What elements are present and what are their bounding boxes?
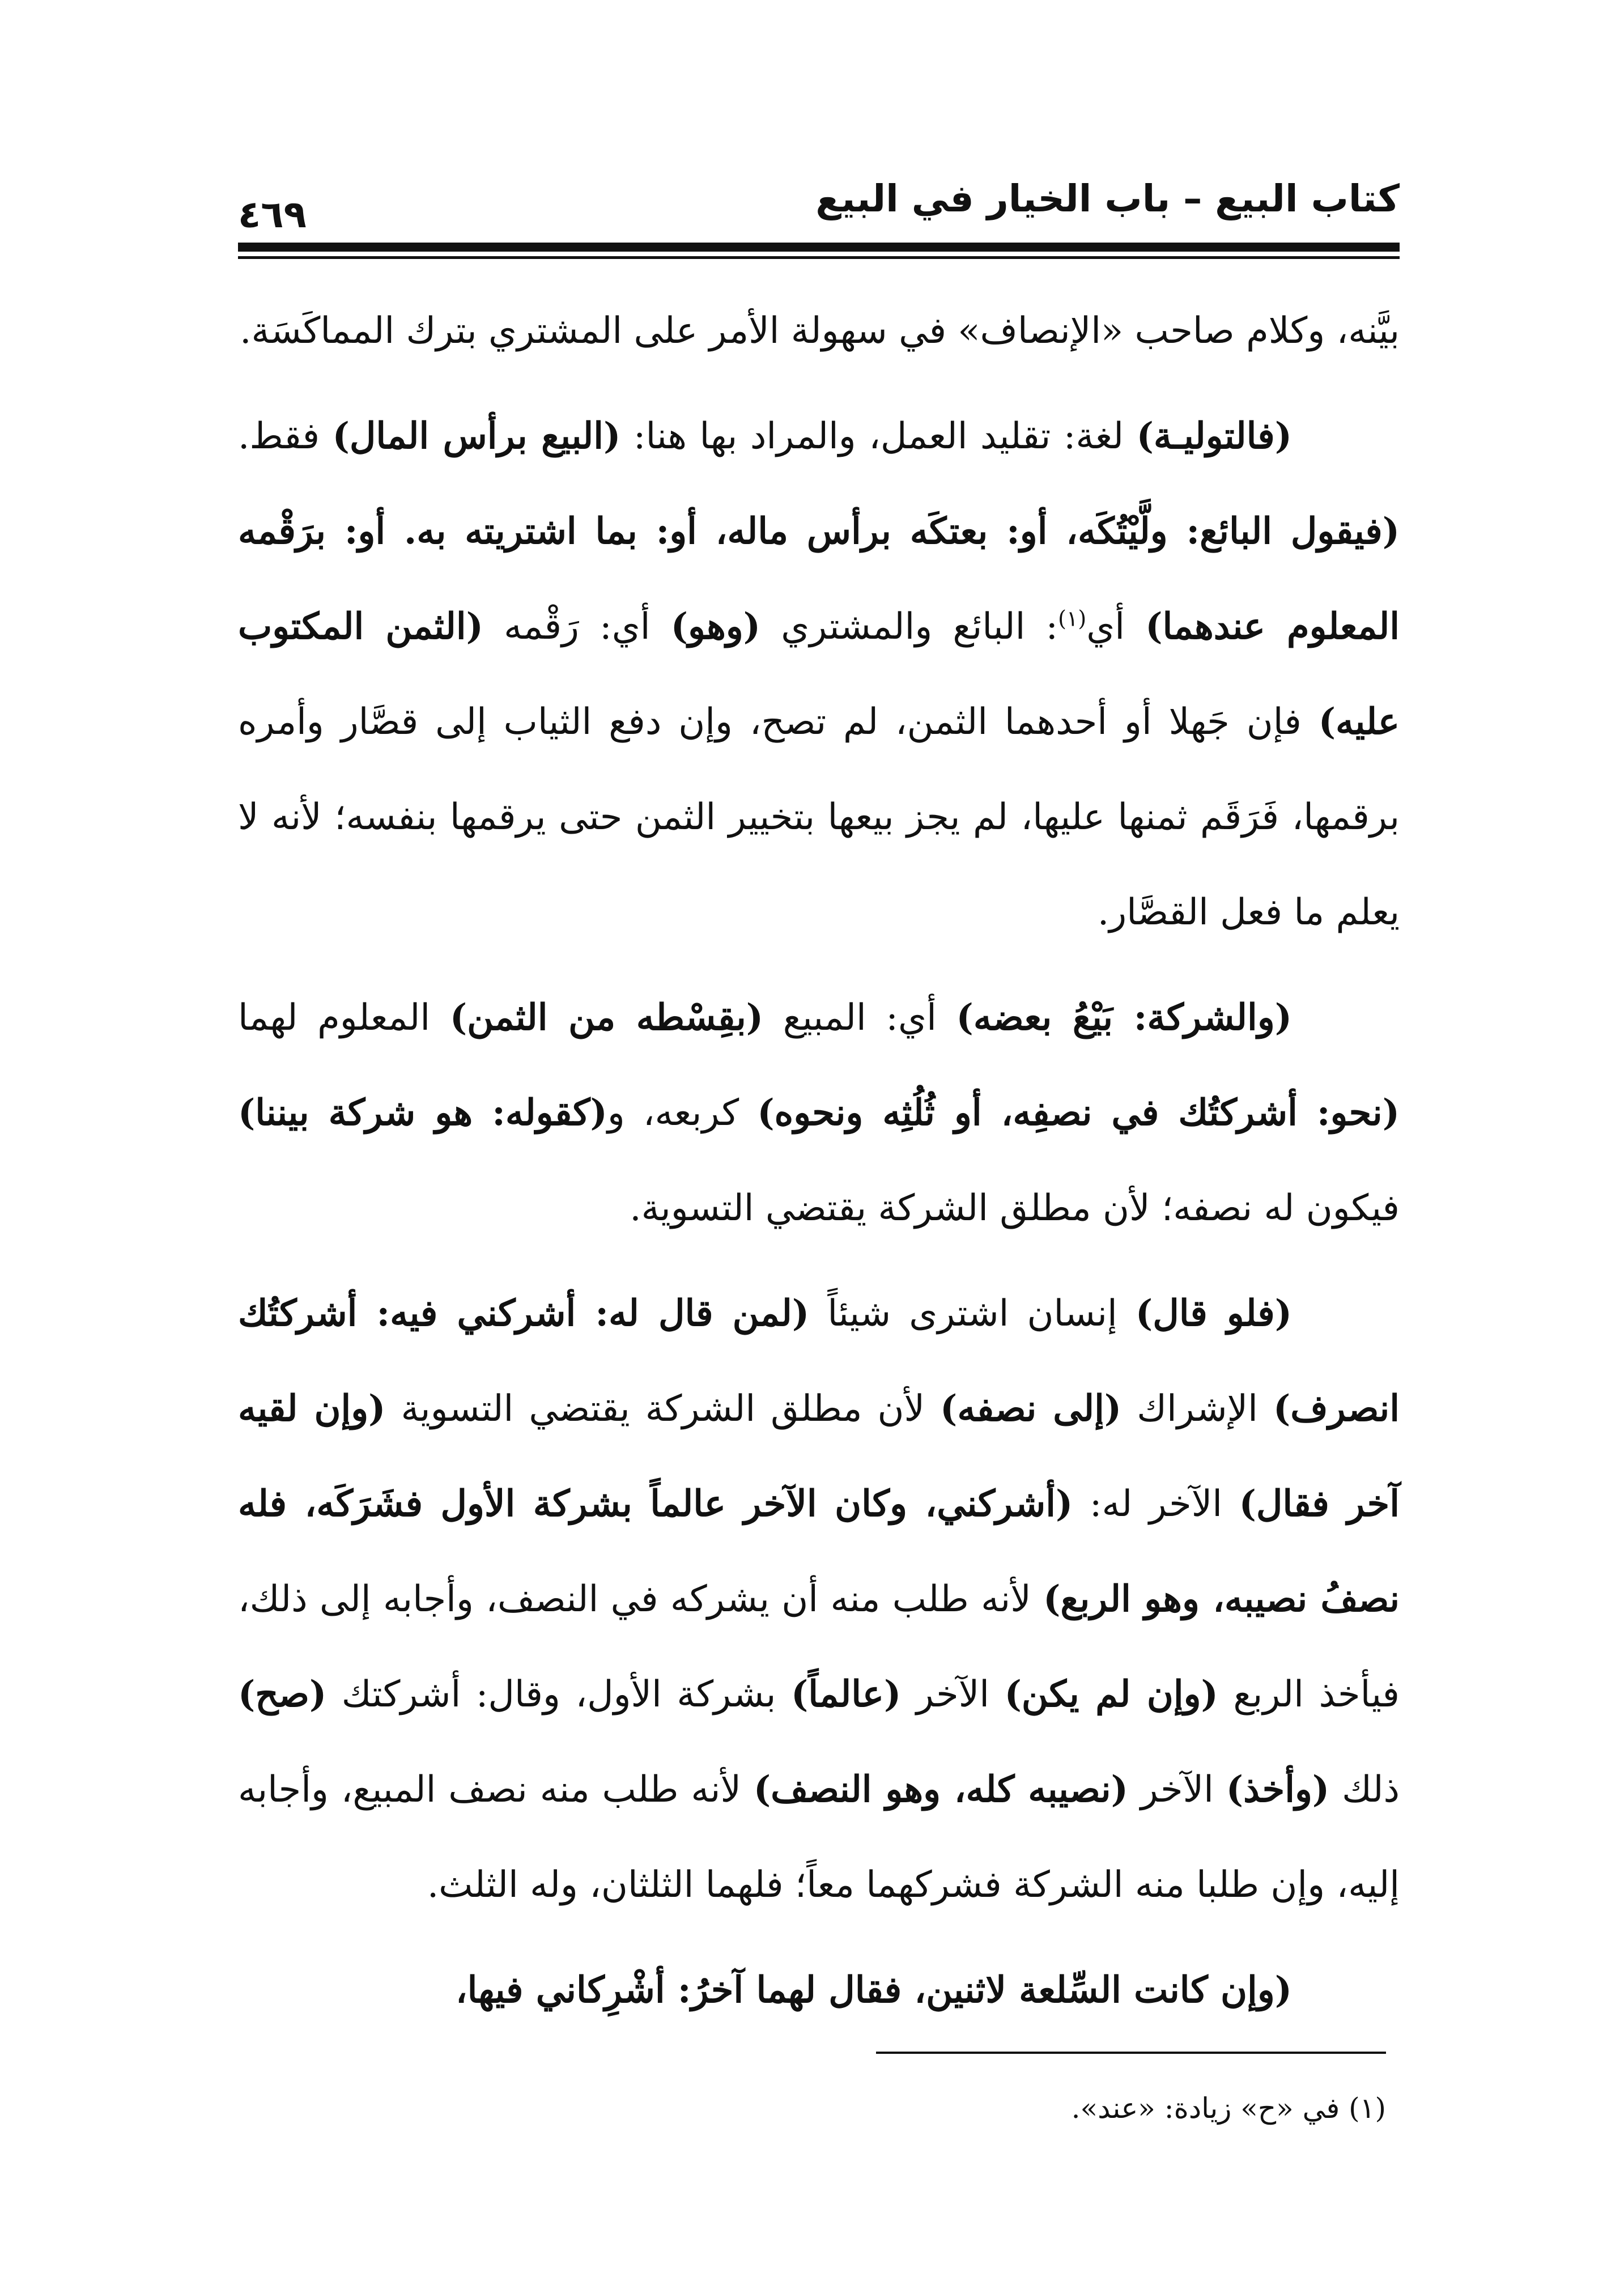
text-segment: الإشراك	[1121, 1388, 1273, 1430]
text-segment: الآخر له:	[1073, 1483, 1239, 1525]
paragraph-5	[238, 1943, 1400, 2038]
text-segment: أي	[1086, 606, 1146, 648]
text-segment: فإن جَهلا أو أحدهما الثمن، لم تصح، وإن دفع الثياب إلى قصَّار وأمره برقمها، فَرَقَم ثمنها عليها، لم يجز بيعها بتخيير الثمن حتى يرقمها بنفسه؛ لأنه لا يعلم ما فعل القصَّار.	[238, 701, 1400, 933]
paragraph-2	[238, 389, 1400, 960]
header-rule-thick	[238, 243, 1400, 252]
paragraph-3	[238, 970, 1400, 1256]
bold-term: (عالماً)	[790, 1673, 902, 1715]
text-segment: : البائع والمشتري	[760, 606, 1058, 648]
bold-term: (إلى نصفه)	[940, 1387, 1122, 1430]
bold-term: (فالتوليـة)	[1136, 415, 1293, 457]
bold-term: (وإن لقيه آخر فقال)	[238, 1387, 1400, 1525]
bold-term: (وإن كانت السِّلعة لاثنين، فقال لهما آخرُ: أشْرِكاني فيها،	[455, 1969, 1292, 2011]
footnote-text: (١) في «ح» زيادة: «عند».	[1071, 2092, 1386, 2125]
bold-term: (والشركة: بَيْعُ بعضه)	[956, 996, 1293, 1039]
text-segment: فقط.	[238, 415, 333, 457]
body-text	[238, 283, 1400, 2038]
footnote-separator	[876, 2052, 1386, 2054]
bold-term: (نحو: أشركتُك في نصفِه، أو ثُلُثِه ونحوه)	[757, 1092, 1400, 1134]
bold-term: (فلو قال)	[1135, 1292, 1293, 1335]
text-segment: كربعه، و	[607, 1092, 758, 1134]
page-number: ٤٦٩	[238, 193, 307, 236]
header-rule-thin	[238, 256, 1400, 259]
footnote-ref: (١)	[1058, 606, 1087, 631]
text-segment: أي: المبيع	[763, 997, 956, 1039]
page-header	[238, 170, 1400, 236]
text-segment: لأن مطلق الشركة يقتضي التسوية	[385, 1388, 941, 1430]
text-segment: الآخر	[1128, 1769, 1226, 1811]
bold-term: (وهو)	[670, 605, 761, 648]
text-segment: المعلوم لهما	[238, 997, 450, 1039]
bold-term: (أشركني، وكان الآخر عالماً بشركة الأول فشَرَكَه، فله نصفُ نصيبه، وهو الربع)	[238, 1483, 1400, 1620]
text-segment: لأنه طلب منه نصف المبيع، وأجابه إليه، وإن طلبا منه الشركة فشركهما معاً؛ فلهما الثلثان، وله الثلث.	[238, 1769, 1400, 1906]
bold-term: (بقِسْطه من الثمن)	[449, 996, 764, 1039]
text-segment: الآخر	[901, 1674, 1005, 1715]
bold-term: (صح)	[238, 1673, 327, 1715]
running-title: كتاب البيع – باب الخيار في البيع	[815, 177, 1400, 220]
bold-term: (كقوله: هو شركة بيننا)	[238, 1092, 607, 1134]
bold-term: (البيع برأس المال)	[332, 415, 621, 457]
bold-term: (فيقول البائع: ولَّيْتُكَه، أو: بعتكَه برأس ماله، أو: بما اشتريته به. أو: برَقْمه المعلوم عندهما)	[238, 510, 1400, 648]
text-segment: إنسان اشترى شيئاً	[809, 1293, 1136, 1335]
bold-term: (الثمن المكتوب عليه)	[238, 605, 1400, 743]
bold-term: (وإن لم يكن)	[1004, 1673, 1218, 1715]
text-segment: أي: رَقْمه	[483, 606, 671, 648]
text-segment: فيكون له نصفه؛ لأن مطلق الشركة يقتضي التسوية.	[630, 1187, 1400, 1229]
paragraph-4	[238, 1266, 1400, 1933]
text-segment: ذلك	[1329, 1769, 1400, 1811]
footnote	[224, 2086, 1386, 2131]
bold-term: (وأخذ)	[1226, 1768, 1330, 1811]
paragraph-1	[238, 283, 1400, 379]
bold-term: (لمن قال له: أشركني فيه: أشركتُك انصرف)	[238, 1292, 1400, 1430]
bold-term: (نصيبه كله، وهو النصف)	[753, 1768, 1128, 1811]
text-segment: بشركة الأول، وقال: أشركتك	[326, 1674, 791, 1715]
text-segment: لأنه طلب منه أن يشركه في النصف، وأجابه إلى ذلك، فيأخذ الربع	[238, 1578, 1400, 1715]
text-segment: لغة: تقليد العمل، والمراد بها هنا:	[620, 415, 1137, 457]
text-segment: بيَّنه، وكلام صاحب «الإنصاف» في سهولة الأمر على المشتري بترك المماكَسَة.	[240, 310, 1400, 352]
